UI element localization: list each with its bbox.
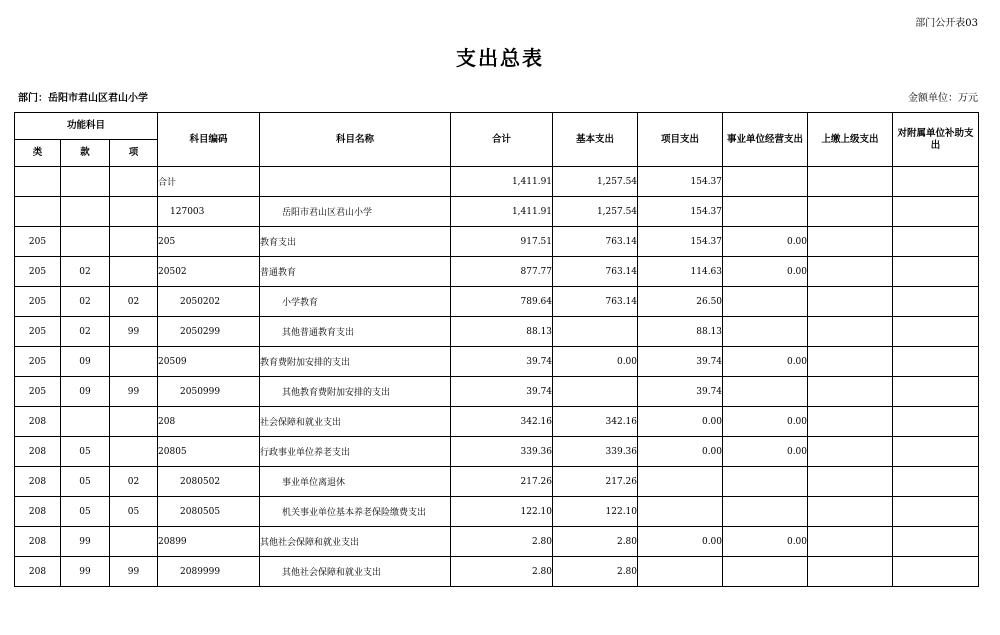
cell-business: 0.00	[723, 437, 808, 467]
cell-code: 2050202	[158, 287, 260, 317]
cell-subsidy	[893, 347, 979, 377]
cell-kuan: 09	[61, 377, 110, 407]
cell-xiang: 99	[110, 377, 158, 407]
cell-xiang: 99	[110, 317, 158, 347]
cell-remit	[808, 377, 893, 407]
cell-lei: 208	[15, 437, 61, 467]
cell-xiang: 99	[110, 557, 158, 587]
cell-project	[638, 467, 723, 497]
cell-code: 20899	[158, 527, 260, 557]
cell-xiang	[110, 197, 158, 227]
header-remit: 上缴上级支出	[808, 113, 893, 167]
cell-subsidy	[893, 467, 979, 497]
cell-kuan: 02	[61, 287, 110, 317]
cell-total: 342.16	[451, 407, 553, 437]
cell-code: 205	[158, 227, 260, 257]
cell-total: 2.80	[451, 557, 553, 587]
header-name: 科目名称	[260, 113, 451, 167]
cell-subsidy	[893, 437, 979, 467]
table-row	[15, 197, 979, 227]
cell-remit	[808, 197, 893, 227]
cell-remit	[808, 257, 893, 287]
cell-kuan	[61, 167, 110, 197]
cell-remit	[808, 557, 893, 587]
cell-total: 917.51	[451, 227, 553, 257]
cell-lei: 208	[15, 467, 61, 497]
cell-subsidy	[893, 287, 979, 317]
header-code: 科目编码	[158, 113, 260, 167]
header-subsidy: 对附属单位补助支出	[893, 113, 979, 167]
cell-code: 2089999	[158, 557, 260, 587]
cell-business	[723, 467, 808, 497]
cell-xiang	[110, 437, 158, 467]
header-project: 项目支出	[638, 113, 723, 167]
cell-basic	[553, 317, 638, 347]
cell-business	[723, 377, 808, 407]
cell-project: 39.74	[638, 377, 723, 407]
cell-kuan: 02	[61, 317, 110, 347]
cell-kuan: 02	[61, 257, 110, 287]
cell-basic: 2.80	[553, 557, 638, 587]
cell-code: 20509	[158, 347, 260, 377]
cell-name: 社会保障和就业支出	[260, 407, 451, 437]
cell-total: 39.74	[451, 347, 553, 377]
cell-xiang	[110, 347, 158, 377]
cell-business	[723, 197, 808, 227]
cell-basic: 342.16	[553, 407, 638, 437]
header-kuan: 款	[61, 140, 110, 167]
cell-name: 岳阳市君山区君山小学	[260, 197, 451, 227]
table-row	[15, 287, 979, 317]
cell-code: 2050999	[158, 377, 260, 407]
cell-name: 其他普通教育支出	[260, 317, 451, 347]
cell-business	[723, 497, 808, 527]
cell-lei	[15, 167, 61, 197]
cell-xiang: 02	[110, 467, 158, 497]
cell-basic: 122.10	[553, 497, 638, 527]
cell-subsidy	[893, 377, 979, 407]
cell-code: 127003	[158, 197, 260, 227]
cell-project	[638, 557, 723, 587]
cell-code: 20502	[158, 257, 260, 287]
cell-xiang	[110, 257, 158, 287]
header-total: 合计	[451, 113, 553, 167]
cell-code: 2080505	[158, 497, 260, 527]
header-business: 事业单位经营支出	[723, 113, 808, 167]
cell-lei: 208	[15, 527, 61, 557]
cell-subsidy	[893, 167, 979, 197]
cell-xiang: 05	[110, 497, 158, 527]
cell-project: 39.74	[638, 347, 723, 377]
cell-subsidy	[893, 257, 979, 287]
cell-code: 合计	[158, 167, 260, 197]
cell-name: 小学教育	[260, 287, 451, 317]
cell-name: 其他社会保障和就业支出	[260, 557, 451, 587]
cell-kuan: 99	[61, 557, 110, 587]
table-row	[15, 317, 979, 347]
department-label: 部门：岳阳市君山区君山小学	[18, 93, 148, 104]
cell-total: 122.10	[451, 497, 553, 527]
cell-basic: 339.36	[553, 437, 638, 467]
cell-remit	[808, 407, 893, 437]
cell-business: 0.00	[723, 407, 808, 437]
cell-basic: 763.14	[553, 227, 638, 257]
cell-basic: 1,257.54	[553, 197, 638, 227]
table-row	[15, 257, 979, 287]
cell-project: 0.00	[638, 437, 723, 467]
cell-total: 339.36	[451, 437, 553, 467]
cell-total: 1,411.91	[451, 167, 553, 197]
cell-code: 20805	[158, 437, 260, 467]
cell-subsidy	[893, 407, 979, 437]
cell-name: 教育支出	[260, 227, 451, 257]
expenditure-table	[14, 112, 979, 587]
cell-xiang: 02	[110, 287, 158, 317]
cell-lei: 205	[15, 287, 61, 317]
cell-name: 教育费附加安排的支出	[260, 347, 451, 377]
cell-business: 0.00	[723, 527, 808, 557]
page-title: 支出总表	[456, 46, 544, 70]
cell-basic: 763.14	[553, 287, 638, 317]
cell-remit	[808, 287, 893, 317]
cell-remit	[808, 467, 893, 497]
cell-lei: 205	[15, 257, 61, 287]
cell-remit	[808, 437, 893, 467]
cell-lei: 205	[15, 227, 61, 257]
cell-business: 0.00	[723, 257, 808, 287]
cell-project: 154.37	[638, 197, 723, 227]
cell-remit	[808, 317, 893, 347]
cell-business: 0.00	[723, 347, 808, 377]
cell-remit	[808, 347, 893, 377]
cell-subsidy	[893, 227, 979, 257]
cell-business	[723, 557, 808, 587]
cell-name: 普通教育	[260, 257, 451, 287]
cell-business: 0.00	[723, 227, 808, 257]
cell-total: 39.74	[451, 377, 553, 407]
cell-basic: 0.00	[553, 347, 638, 377]
cell-project	[638, 497, 723, 527]
cell-project: 0.00	[638, 527, 723, 557]
cell-project: 154.37	[638, 227, 723, 257]
cell-name: 机关事业单位基本养老保险缴费支出	[260, 497, 451, 527]
cell-basic: 217.26	[553, 467, 638, 497]
cell-kuan	[61, 407, 110, 437]
table-row	[15, 497, 979, 527]
amount-unit-label: 金额单位：万元	[908, 93, 978, 104]
cell-remit	[808, 167, 893, 197]
table-row	[15, 377, 979, 407]
cell-subsidy	[893, 557, 979, 587]
cell-kuan: 99	[61, 527, 110, 557]
cell-business	[723, 287, 808, 317]
cell-name	[260, 167, 451, 197]
cell-kuan: 09	[61, 347, 110, 377]
header-func-group: 功能科目	[15, 113, 158, 140]
cell-project: 88.13	[638, 317, 723, 347]
cell-name: 事业单位离退休	[260, 467, 451, 497]
cell-name: 行政事业单位养老支出	[260, 437, 451, 467]
cell-kuan	[61, 197, 110, 227]
cell-basic: 763.14	[553, 257, 638, 287]
table-row	[15, 347, 979, 377]
cell-basic: 1,257.54	[553, 167, 638, 197]
cell-xiang	[110, 527, 158, 557]
cell-code: 2080502	[158, 467, 260, 497]
cell-lei: 208	[15, 407, 61, 437]
cell-xiang	[110, 407, 158, 437]
cell-total: 2.80	[451, 527, 553, 557]
cell-project: 0.00	[638, 407, 723, 437]
header-lei: 类	[15, 140, 61, 167]
cell-code: 2050299	[158, 317, 260, 347]
table-row	[15, 557, 979, 587]
cell-kuan: 05	[61, 467, 110, 497]
header-xiang: 项	[110, 140, 158, 167]
table-row	[15, 527, 979, 557]
cell-basic	[553, 377, 638, 407]
cell-kuan: 05	[61, 437, 110, 467]
cell-business	[723, 167, 808, 197]
cell-subsidy	[893, 317, 979, 347]
cell-project: 154.37	[638, 167, 723, 197]
cell-xiang	[110, 227, 158, 257]
cell-remit	[808, 497, 893, 527]
header-basic: 基本支出	[553, 113, 638, 167]
cell-lei	[15, 197, 61, 227]
cell-remit	[808, 527, 893, 557]
cell-lei: 205	[15, 317, 61, 347]
cell-name: 其他社会保障和就业支出	[260, 527, 451, 557]
cell-lei: 208	[15, 497, 61, 527]
cell-code: 208	[158, 407, 260, 437]
cell-subsidy	[893, 497, 979, 527]
cell-name: 其他教育费附加安排的支出	[260, 377, 451, 407]
cell-business	[723, 317, 808, 347]
cell-kuan	[61, 227, 110, 257]
table-row	[15, 407, 979, 437]
cell-total: 217.26	[451, 467, 553, 497]
cell-total: 88.13	[451, 317, 553, 347]
table-row	[15, 167, 979, 197]
table-row	[15, 227, 979, 257]
cell-total: 877.77	[451, 257, 553, 287]
cell-project: 26.50	[638, 287, 723, 317]
cell-lei: 205	[15, 347, 61, 377]
cell-project: 114.63	[638, 257, 723, 287]
cell-subsidy	[893, 197, 979, 227]
cell-lei: 208	[15, 557, 61, 587]
cell-remit	[808, 227, 893, 257]
cell-total: 789.64	[451, 287, 553, 317]
cell-kuan: 05	[61, 497, 110, 527]
table-row	[15, 437, 979, 467]
cell-basic: 2.80	[553, 527, 638, 557]
cell-lei: 205	[15, 377, 61, 407]
cell-total: 1,411.91	[451, 197, 553, 227]
form-number: 部门公开表03	[915, 18, 978, 29]
cell-xiang	[110, 167, 158, 197]
cell-subsidy	[893, 527, 979, 557]
table-row	[15, 467, 979, 497]
